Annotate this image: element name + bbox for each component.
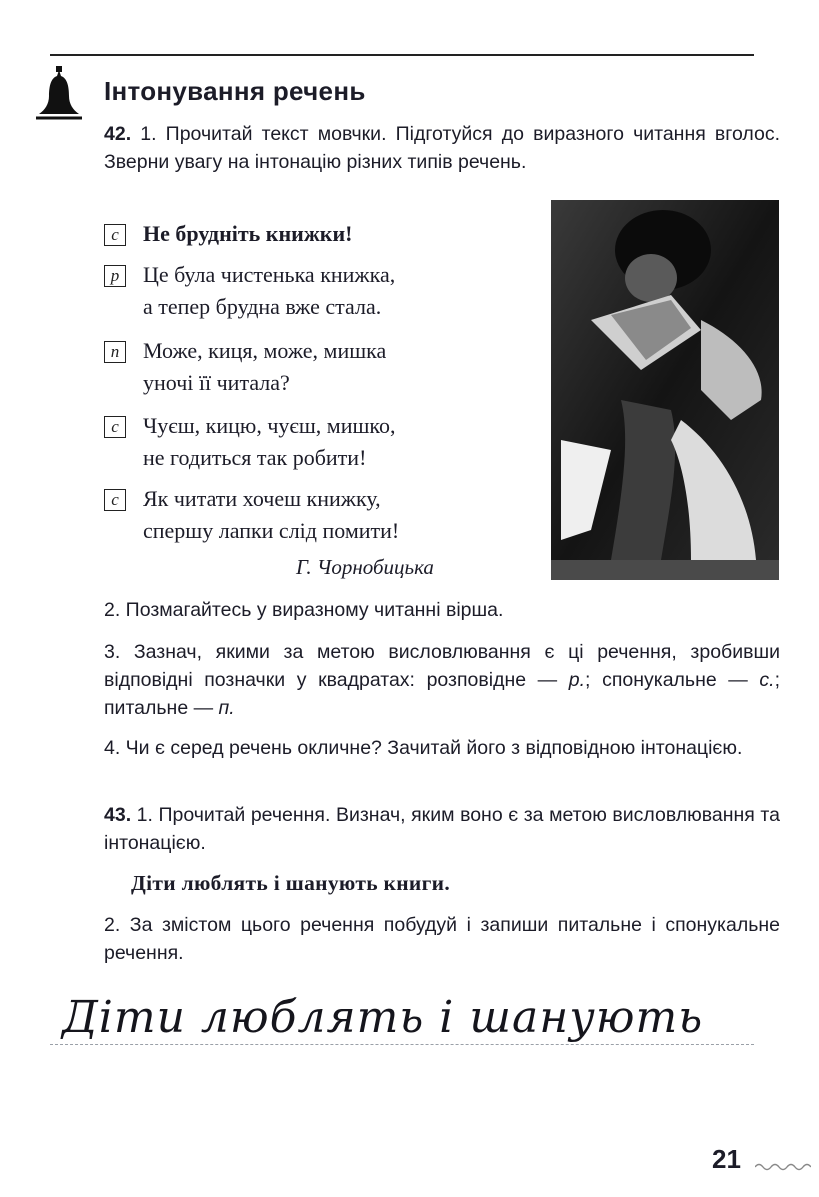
exercise-42-task-4: 4. Чи є серед речень окличне? Зачитай його з відповідною інтонацією. — [104, 737, 743, 759]
exercise-43-task-1-text: 1. Прочитай речення. Визнач, яким воно є за метою висловлювання та інтонацією. — [104, 804, 780, 854]
poem-line: Як читати хочеш книжку, — [143, 486, 381, 511]
illustration-girl-reading — [551, 200, 779, 580]
bell-icon — [34, 66, 84, 122]
answer-box-1[interactable]: с — [104, 224, 126, 246]
task-3-text: 3. Зазнач, якими за метою висловлювання є ці речення, зробивши відповідні позначки у квадратах: розповідне — — [104, 641, 780, 691]
answer-box-5[interactable]: с — [104, 489, 126, 511]
page-number: 21 — [712, 1144, 741, 1174]
poem-line: а тепер брудна вже стала. — [143, 294, 382, 319]
section-title: Інтонування речень — [104, 76, 366, 106]
exercise-42-task-1-text: 1. Прочитай текст мовчки. Підготуйся до виразного читання вголос. Зверни увагу на інтонацію різних типів речень. — [104, 123, 780, 173]
example-sentence: Діти люблять і шанують книги. — [131, 871, 451, 895]
exercise-42-number: 42. — [104, 123, 132, 145]
exercise-43-number: 43. — [104, 804, 132, 826]
exercise-42-task-1 — [104, 120, 780, 176]
top-rule — [50, 54, 754, 56]
answer-box-4[interactable]: с — [104, 416, 126, 438]
poem-author: Г. Чорнобицька — [296, 555, 434, 579]
poem-line: Чуєш, кицю, чуєш, мишко, — [143, 413, 396, 438]
task-3-word: ; спонукальне — — [585, 669, 748, 691]
poem-line: спершу лапки слід помити! — [143, 518, 400, 543]
poem-line: уночі її читала? — [143, 370, 290, 395]
poem-line: не годиться так робити! — [143, 445, 367, 470]
poem-line: Може, киця, може, мишка — [143, 338, 387, 363]
exercise-43-task-1 — [104, 801, 780, 857]
poem-line: Не брудніть книжки! — [143, 221, 353, 246]
abbr-imperative: с. — [759, 669, 775, 691]
exercise-43-task-2: 2. За змістом цього речення побудуй і запиши питальне і спонукальне речення. — [104, 914, 780, 964]
wave-decoration — [755, 1160, 811, 1174]
abbr-interrogative: п. — [218, 697, 235, 719]
abbr-narrative: р. — [568, 669, 586, 691]
handwritten-answer[interactable]: Діти люблять і шанують — [62, 992, 704, 1043]
answer-box-3[interactable]: п — [104, 341, 126, 363]
answer-box-2[interactable]: р — [104, 265, 126, 287]
exercise-42-task-2: 2. Позмагайтесь у виразному читанні вірша. — [104, 599, 504, 621]
writing-line[interactable] — [50, 1044, 754, 1045]
exercise-42-task-3 — [104, 638, 780, 722]
task-3-word: ; питальне — — [104, 669, 780, 719]
poem-line: Це була чистенька книжка, — [143, 262, 396, 287]
